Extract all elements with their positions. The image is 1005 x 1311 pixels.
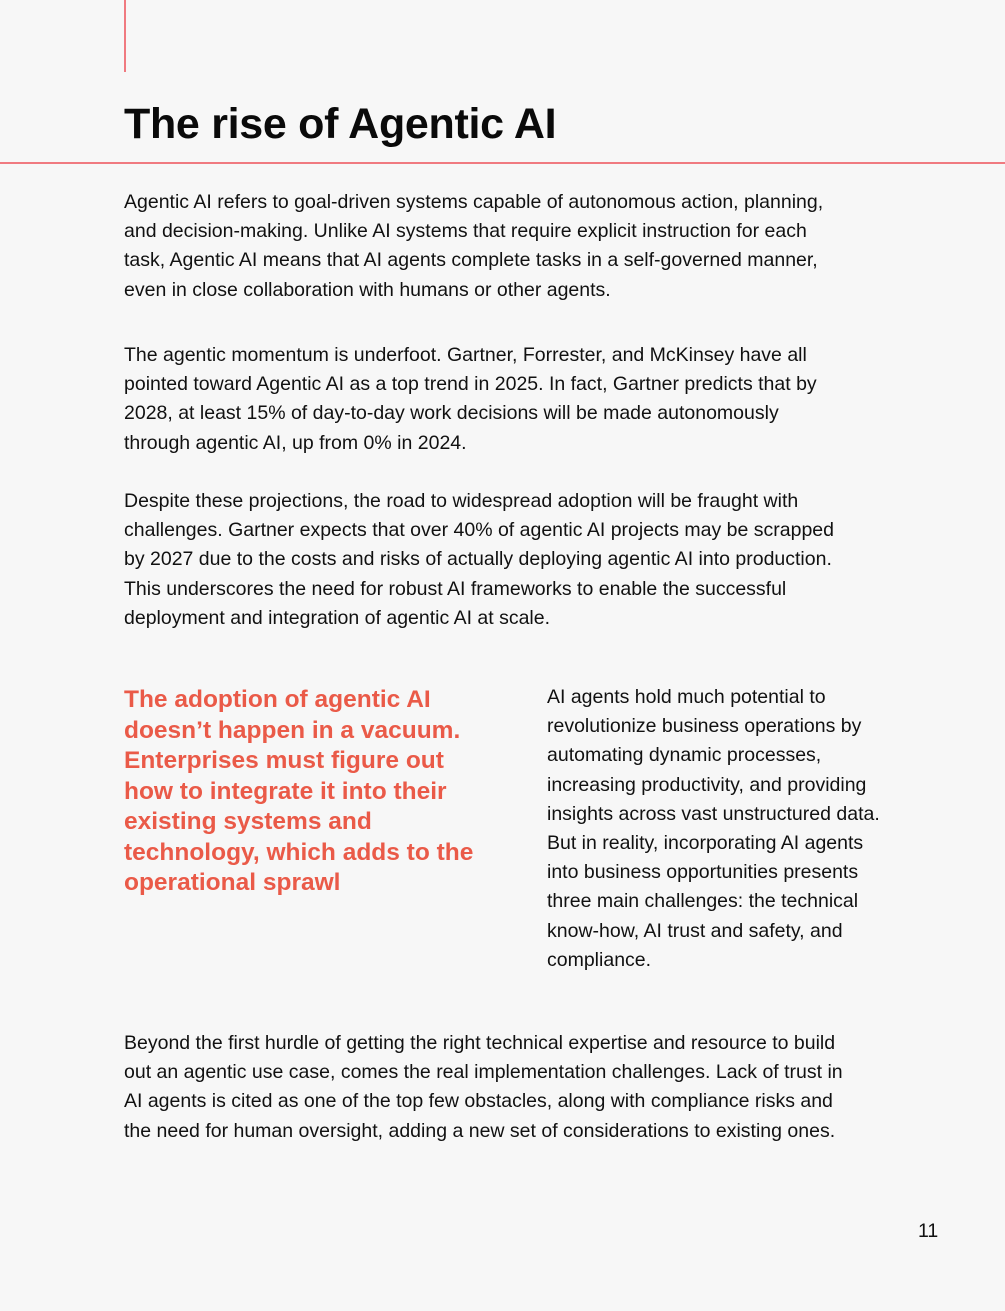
text-line: increasing productivity, and providing bbox=[547, 773, 867, 796]
text-line: Despite these projections, the road to widespread adoption will be fraught with bbox=[124, 490, 799, 512]
text-line: challenges. Gartner expects that over 40% of agentic AI projects may be scrapped bbox=[124, 519, 834, 542]
text-line: But in reality, incorporating AI agents bbox=[547, 832, 864, 855]
quote-line: existing systems and bbox=[124, 808, 372, 835]
text-line: out an agentic use case, comes the real implementation challenges. Lack of trust in bbox=[124, 1061, 843, 1084]
text-line: compliance. bbox=[547, 948, 652, 971]
text-line: 2028, at least 15% of day-to-day work decisions will be made autonomously bbox=[124, 402, 779, 425]
page-number: 11 bbox=[918, 1220, 939, 1242]
quote-line: doesn’t happen in a vacuum. bbox=[124, 716, 461, 744]
quote-line: how to integrate it into their bbox=[124, 777, 447, 805]
text-line: task, Agentic AI means that AI agents complete tasks in a self-governed manner, bbox=[124, 249, 818, 272]
paragraph-challenges bbox=[124, 487, 834, 633]
title-divider bbox=[0, 162, 1005, 164]
text-line: AI agents is cited as one of the top few obstacles, along with compliance risks and bbox=[124, 1090, 833, 1113]
text-line: This underscores the need for robust AI frameworks to enable the successful bbox=[124, 577, 787, 600]
text-line: revolutionize business operations by bbox=[547, 715, 862, 738]
paragraph-closing bbox=[124, 1029, 843, 1146]
text-line: AI agents hold much potential to bbox=[547, 686, 826, 708]
text-line: into business opportunities presents bbox=[547, 861, 859, 884]
text-line: deployment and integration of agentic AI at scale. bbox=[124, 606, 551, 629]
pull-quote bbox=[124, 685, 473, 899]
side-paragraph bbox=[547, 683, 880, 975]
text-line: insights across vast unstructured data. bbox=[547, 802, 880, 825]
quote-line: operational sprawl bbox=[124, 869, 341, 896]
text-line: three main challenges: the technical bbox=[547, 890, 859, 913]
paragraph-momentum bbox=[124, 341, 817, 458]
text-line: Agentic AI refers to goal-driven systems capable of autonomous action, planning, bbox=[124, 191, 824, 213]
quote-line: The adoption of agentic AI bbox=[124, 686, 431, 713]
text-line: pointed toward Agentic AI as a top trend in 2025. In fact, Gartner predicts that by bbox=[124, 373, 817, 396]
quote-line: Enterprises must figure out bbox=[124, 747, 444, 774]
page-title: The rise of Agentic AI bbox=[124, 100, 557, 148]
text-line: the need for human oversight, adding a new set of considerations to existing ones. bbox=[124, 1119, 836, 1142]
text-line: know-how, AI trust and safety, and bbox=[547, 919, 843, 942]
text-line: through agentic AI, up from 0% in 2024. bbox=[124, 431, 467, 454]
quote-line: technology, which adds to the bbox=[124, 838, 474, 866]
text-line: by 2027 due to the costs and risks of actually deploying agentic AI into production. bbox=[124, 548, 832, 571]
text-line: even in close collaboration with humans or other agents. bbox=[124, 278, 611, 301]
paragraph-intro bbox=[124, 188, 823, 305]
text-line: and decision-making. Unlike AI systems that require explicit instruction for each bbox=[124, 220, 807, 243]
decorative-vertical-rule bbox=[124, 0, 126, 72]
text-line: The agentic momentum is underfoot. Gartner, Forrester, and McKinsey have all bbox=[124, 344, 807, 366]
text-line: automating dynamic processes, bbox=[547, 744, 822, 767]
text-line: Beyond the first hurdle of getting the right technical expertise and resource to build bbox=[124, 1032, 836, 1054]
